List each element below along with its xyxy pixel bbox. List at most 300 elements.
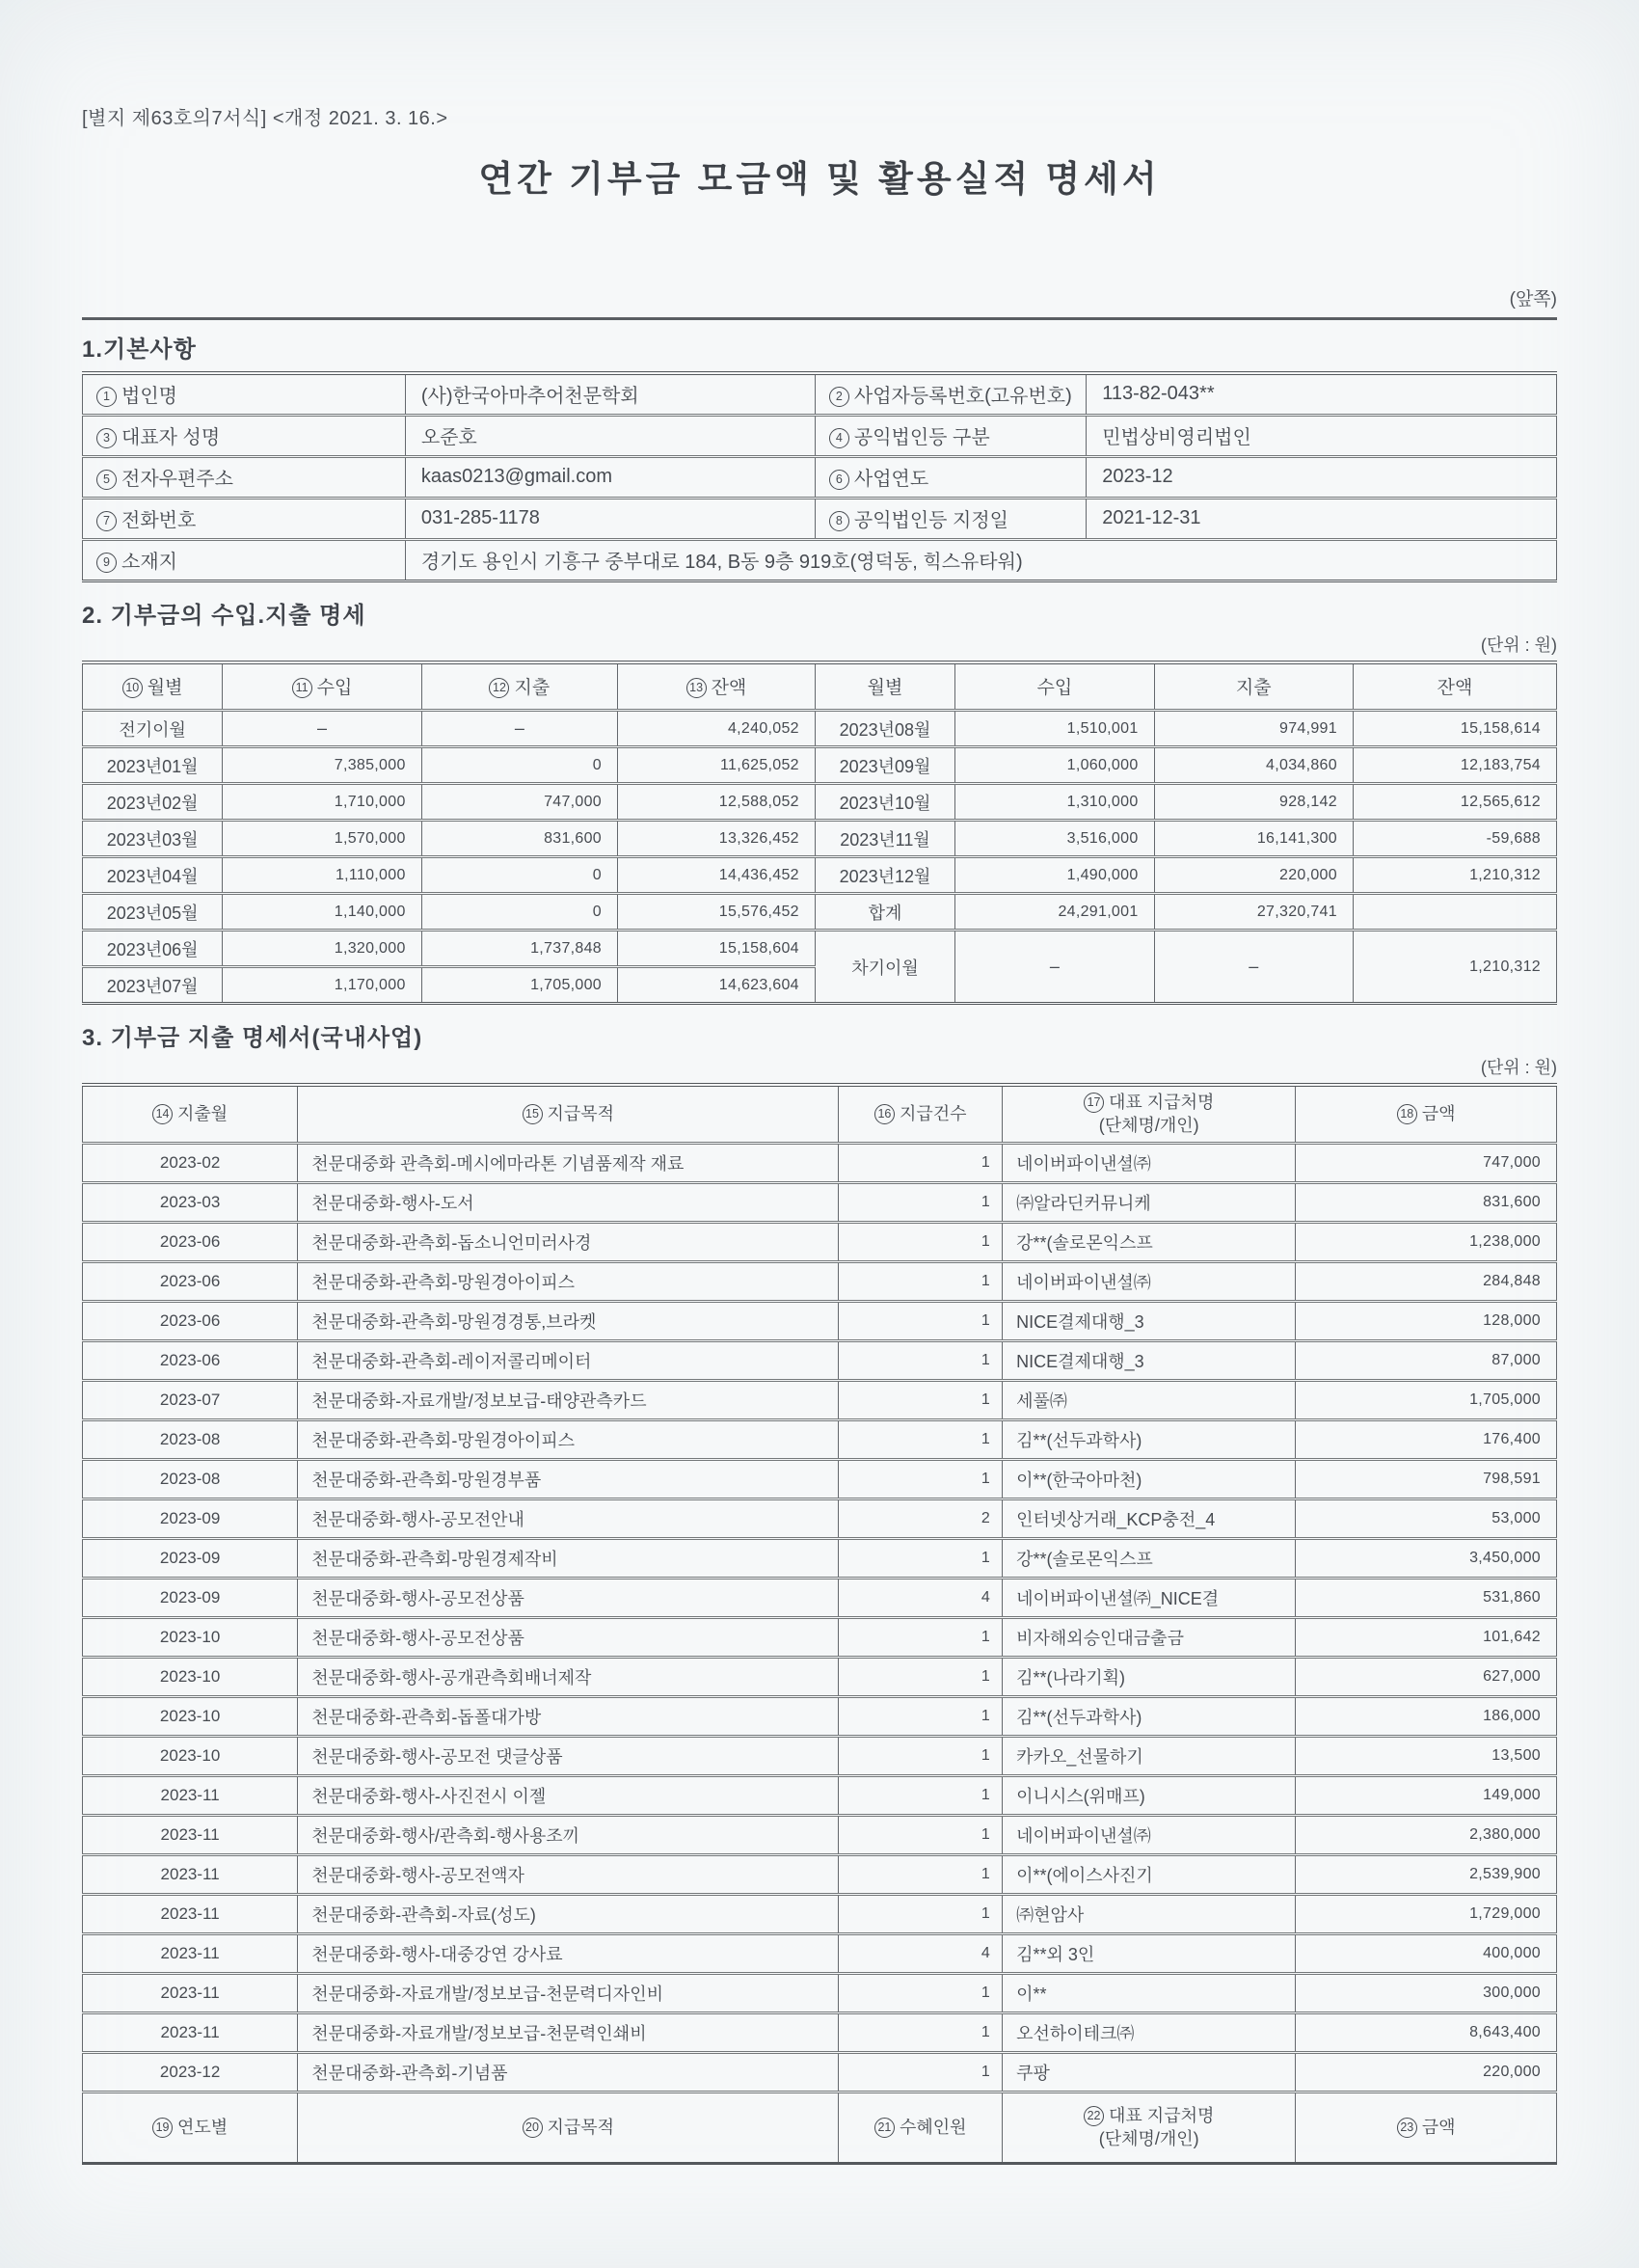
expense-row [83,1578,1557,1617]
page-title: 연간 기부금 모금액 및 활용실적 명세서 [478,159,1161,199]
amount-cell: 400,000 [1296,1933,1557,1973]
amount-cell: 53,000 [1296,1498,1557,1538]
field-value: kaas0213@gmail.com [405,456,815,498]
table-row [83,415,1557,456]
count-cell: 4 [839,1578,1003,1617]
header-label: 지급목적 [547,1104,615,1124]
expense-cell: 974,991 [1154,711,1353,747]
circled-number: 11 [292,678,312,698]
field-value: 113-82-043** [1087,373,1557,415]
count-cell: 1 [839,1775,1003,1815]
column-header [83,662,223,711]
purpose-cell: 천문대중화-행사-공모전상품 [298,1578,839,1617]
payee-cell: 강**(솔로몬익스프 [1003,1222,1296,1261]
expense-month-cell: 2023-09 [83,1498,298,1538]
amount-cell: 3,450,000 [1296,1538,1557,1578]
payee-cell: ㈜현암사 [1003,1894,1296,1933]
income-cell: 1,060,000 [955,747,1154,784]
field-value: 031-285-1178 [405,498,815,539]
header-label: 지급건수 [899,1104,967,1124]
circled-number: 6 [829,470,849,490]
amount-cell: 101,642 [1296,1617,1557,1657]
column-header [298,1085,839,1143]
balance-cell: 15,158,604 [618,931,816,967]
count-cell: 1 [839,1301,1003,1340]
header-label: 잔액 [711,678,747,699]
expense-row [83,1261,1557,1301]
payee-cell: 네이버파이낸셜㈜ [1003,1143,1296,1182]
total-income-cell: 24,291,001 [955,894,1154,931]
monthly-row [83,857,1557,894]
expense-month-cell: 2023-11 [83,1973,298,2012]
expense-month-cell: 2023-02 [83,1143,298,1182]
purpose-cell: 천문대중화-행사-공모전안내 [298,1498,839,1538]
monthly-row [83,821,1557,857]
table-row [83,539,1557,580]
amount-cell: 831,600 [1296,1182,1557,1222]
expense-row [83,1143,1557,1182]
field-label-text: 법인명 [121,386,177,408]
payee-cell: 김**외 3인 [1003,1933,1296,1973]
expense-cell: 0 [421,857,617,894]
carryover-label-cell: 차기이월 [815,931,954,1004]
expense-row [83,1617,1557,1657]
expense-month-cell: 2023-07 [83,1380,298,1419]
column-header [223,662,421,711]
header-sublabel: (단체명/개인) [1098,1116,1199,1136]
balance-cell: 4,240,052 [618,711,816,747]
expense-month-cell: 2023-10 [83,1696,298,1736]
balance-cell: 15,158,614 [1353,711,1556,747]
monthly-header-row [83,662,1557,711]
field-value: (사)한국아마추어천문학회 [405,373,815,415]
month-cell: 전기이월 [83,711,223,747]
purpose-cell: 천문대중화-행사-공모전액자 [298,1854,839,1894]
section1-heading: 1.기본사항 [82,337,197,363]
expense-row [83,1854,1557,1894]
purpose-cell: 천문대중화-행사-공모전 댓글상품 [298,1736,839,1775]
payee-cell: ㈜알라딘커뮤니케 [1003,1182,1296,1222]
amount-cell: 627,000 [1296,1657,1557,1696]
month-cell: 2023년02월 [83,784,223,821]
expense-row [83,1340,1557,1380]
expense-month-cell: 2023-10 [83,1657,298,1696]
unit-label: (단위 : 원) [1480,1058,1557,1077]
purpose-cell: 천문대중화-관측회-돕폴대가방 [298,1696,839,1736]
purpose-cell: 천문대중화-관측회-돕소니언미러사경 [298,1222,839,1261]
count-cell: 1 [839,1182,1003,1222]
expense-cell: 16,141,300 [1154,821,1353,857]
circled-number: 4 [829,428,849,448]
purpose-cell: 천문대중화-행사-공모전상품 [298,1617,839,1657]
payee-cell: NICE결제대행_3 [1003,1340,1296,1380]
header-label [1003,2104,1295,2127]
balance-cell: 14,623,604 [618,967,816,1004]
month-cell: 2023년11월 [815,821,954,857]
count-cell: 1 [839,1261,1003,1301]
expense-month-cell: 2023-09 [83,1538,298,1578]
month-cell: 2023년05월 [83,894,223,931]
purpose-cell: 천문대중화 관측회-메시에마라톤 기념품제작 재료 [298,1143,839,1182]
field-value: 경기도 용인시 기흥구 중부대로 184, B동 9층 919호(영덕동, 힉스유타워) [405,539,1556,580]
section2-heading: 2. 기부금의 수입.지출 명세 [82,602,366,629]
month-cell: 2023년06월 [83,931,223,967]
amount-cell: 2,539,900 [1296,1854,1557,1894]
field-label [83,456,406,498]
section3-heading: 3. 기부금 지출 명세서(국내사업) [82,1025,423,1051]
amount-cell: 13,500 [1296,1736,1557,1775]
column-header [83,1085,298,1143]
purpose-cell: 천문대중화-관측회-자료(성도) [298,1894,839,1933]
amount-cell: 220,000 [1296,2052,1557,2092]
month-cell: 2023년03월 [83,821,223,857]
expense-month-cell: 2023-12 [83,2052,298,2092]
amount-cell: 1,705,000 [1296,1380,1557,1419]
balance-cell: 12,183,754 [1353,747,1556,784]
expense-cell: 220,000 [1154,857,1353,894]
unit-label: (단위 : 원) [1480,634,1557,655]
expense-row [83,1736,1557,1775]
form-reference: [별지 제63호의7서식] <개정 2021. 3. 16.> [82,108,448,129]
field-label [815,456,1086,498]
column-header [421,662,617,711]
field-label-text: 전자우편주소 [121,469,233,490]
income-cell: 1,510,001 [955,711,1154,747]
income-cell: 1,490,000 [955,857,1154,894]
expense-row [83,1498,1557,1538]
balance-cell: 11,625,052 [618,747,816,784]
header-label: 지출 [514,678,551,699]
payee-cell: 오선하이테크㈜ [1003,2012,1296,2052]
front-side-label: (앞쪽) [1509,289,1557,310]
circled-number: 19 [152,2118,173,2138]
field-label-text: 공익법인등 구분 [853,427,990,448]
expense-cell: – [421,711,617,747]
total-expense-cell: 27,320,741 [1154,894,1353,931]
expense-month-cell: 2023-11 [83,2012,298,2052]
field-label-text: 대표자 성명 [121,427,221,448]
income-cell: 3,516,000 [955,821,1154,857]
divider [82,317,1557,320]
yearly-header-row [83,2092,1557,2163]
field-value: 2023-12 [1087,456,1557,498]
expense-rows-body [83,1143,1557,2092]
table-row [83,456,1557,498]
circled-number: 2 [829,387,849,407]
count-cell: 2 [839,1498,1003,1538]
count-cell: 1 [839,2012,1003,2052]
header-label: 지급목적 [547,2117,615,2137]
column-header: 잔액 [1353,662,1556,711]
monthly-income-expense-table [82,661,1557,1006]
total-balance-cell [1353,894,1556,931]
payee-cell: 이니시스(위매프) [1003,1775,1296,1815]
expense-detail-table [82,1083,1557,2165]
monthly-row [83,747,1557,784]
purpose-cell: 천문대중화-행사-도서 [298,1182,839,1222]
header-label [1003,1091,1295,1114]
circled-number: 16 [874,1104,895,1124]
field-label-text: 사업연도 [853,469,929,490]
count-cell: 4 [839,1933,1003,1973]
field-value: 민법상비영리법인 [1087,415,1557,456]
monthly-row [83,894,1557,931]
payee-cell: 김**(선두과학사) [1003,1696,1296,1736]
field-value: 오준호 [405,415,815,456]
column-header [839,2092,1003,2163]
expense-header-row [83,1085,1557,1143]
income-cell: 1,170,000 [223,967,421,1004]
income-cell: 1,570,000 [223,821,421,857]
header-label: 수입 [316,678,353,699]
circled-number: 18 [1397,1104,1417,1124]
purpose-cell: 천문대중화-자료개발/정보보급-천문력디자인비 [298,1973,839,2012]
field-label [815,415,1086,456]
basic-info-body [83,373,1557,539]
expense-cell: 928,142 [1154,784,1353,821]
income-cell: – [223,711,421,747]
count-cell: 1 [839,1143,1003,1182]
expense-row [83,1973,1557,2012]
count-cell: 1 [839,1696,1003,1736]
column-header: 지출 [1154,662,1353,711]
amount-cell: 1,238,000 [1296,1222,1557,1261]
count-cell: 1 [839,1459,1003,1498]
basic-info-table [82,371,1557,582]
payee-cell: 네이버파이낸셜㈜ [1003,1261,1296,1301]
income-cell: 1,110,000 [223,857,421,894]
field-label [83,415,406,456]
amount-cell: 300,000 [1296,1973,1557,2012]
amount-cell: 747,000 [1296,1143,1557,1182]
amount-cell: 8,643,400 [1296,2012,1557,2052]
payee-cell: 강**(솔로몬익스프 [1003,1538,1296,1578]
expense-month-cell: 2023-11 [83,1933,298,1973]
purpose-cell: 천문대중화-관측회-망원경아이피스 [298,1419,839,1459]
payee-cell: 네이버파이낸셜㈜ [1003,1815,1296,1854]
count-cell: 1 [839,1854,1003,1894]
payee-cell: 이**(한국아마천) [1003,1459,1296,1498]
expense-month-cell: 2023-11 [83,1775,298,1815]
expense-cell: 1,705,000 [421,967,617,1004]
expense-row [83,1538,1557,1578]
month-cell: 2023년01월 [83,747,223,784]
expense-month-cell: 2023-06 [83,1301,298,1340]
circled-number: 8 [829,511,849,531]
header-label: 지출월 [177,1104,228,1124]
amount-cell: 176,400 [1296,1419,1557,1459]
table-row [83,498,1557,539]
field-label [83,539,406,580]
expense-row [83,1301,1557,1340]
balance-cell: -59,688 [1353,821,1556,857]
field-label [815,373,1086,415]
month-cell: 2023년09월 [815,747,954,784]
header-label: 금액 [1421,2117,1456,2137]
count-cell: 1 [839,1538,1003,1578]
month-cell: 2023년07월 [83,967,223,1004]
purpose-cell: 천문대중화-관측회-망원경아이피스 [298,1261,839,1301]
payee-cell: 김**(선두과학사) [1003,1419,1296,1459]
expense-row [83,1657,1557,1696]
count-cell: 1 [839,1894,1003,1933]
carryover-income-cell: – [955,931,1154,1004]
expense-row [83,1459,1557,1498]
month-cell: 2023년08월 [815,711,954,747]
payee-cell: 이** [1003,1973,1296,2012]
circled-number: 15 [523,1104,543,1124]
circled-number: 5 [96,470,117,490]
expense-row [83,1222,1557,1261]
expense-row [83,1696,1557,1736]
expense-month-cell: 2023-06 [83,1340,298,1380]
balance-cell: 12,565,612 [1353,784,1556,821]
expense-month-cell: 2023-11 [83,1854,298,1894]
purpose-cell: 천문대중화-관측회-기념품 [298,2052,839,2092]
circled-number: 9 [96,553,117,573]
count-cell: 1 [839,1340,1003,1380]
purpose-cell: 천문대중화-자료개발/정보보급-천문력인쇄비 [298,2012,839,2052]
expense-cell: 0 [421,894,617,931]
column-header [1003,2092,1296,2163]
amount-cell: 128,000 [1296,1301,1557,1340]
income-cell: 1,320,000 [223,931,421,967]
payee-cell: 비자해외승인대금출금 [1003,1617,1296,1657]
payee-cell: NICE결제대행_3 [1003,1301,1296,1340]
purpose-cell: 천문대중화-행사/관측회-행사용조끼 [298,1815,839,1854]
income-cell: 1,310,000 [955,784,1154,821]
field-label [83,373,406,415]
column-header [839,1085,1003,1143]
month-cell: 2023년12월 [815,857,954,894]
purpose-cell: 천문대중화-관측회-망원경제작비 [298,1538,839,1578]
amount-cell: 798,591 [1296,1459,1557,1498]
column-header [1296,2092,1557,2163]
circled-number: 7 [96,511,117,531]
count-cell: 1 [839,1657,1003,1696]
circled-number: 21 [874,2118,895,2138]
header-label: 수혜인원 [899,2117,967,2137]
balance-cell: 12,588,052 [618,784,816,821]
purpose-cell: 천문대중화-관측회-망원경경통,브라켓 [298,1301,839,1340]
payee-cell: 이**(에이스사진기 [1003,1854,1296,1894]
header-sublabel: (단체명/개인) [1098,2129,1199,2148]
month-cell: 2023년04월 [83,857,223,894]
monthly-row [83,711,1557,747]
balance-cell: 14,436,452 [618,857,816,894]
header-label: 월별 [147,678,183,699]
payee-cell: 김**(나라기획) [1003,1657,1296,1696]
amount-cell: 284,848 [1296,1261,1557,1301]
purpose-cell: 천문대중화-관측회-레이저콜리메이터 [298,1340,839,1380]
circled-number: 1 [96,387,117,407]
expense-row [83,1182,1557,1222]
amount-cell: 531,860 [1296,1578,1557,1617]
field-label-text: 공익법인등 지정일 [853,510,1009,531]
total-label-cell: 합계 [815,894,954,931]
expense-month-cell: 2023-06 [83,1261,298,1301]
income-cell: 1,140,000 [223,894,421,931]
circled-number: 22 [1084,2106,1104,2126]
payee-cell: 인터넷상거래_KCP충전_4 [1003,1498,1296,1538]
header-label: 금액 [1421,1104,1456,1124]
circled-number: 23 [1397,2118,1417,2138]
expense-row [83,1380,1557,1419]
field-value: 2021-12-31 [1087,498,1557,539]
column-header: 수입 [955,662,1154,711]
table-row [83,373,1557,415]
income-cell: 7,385,000 [223,747,421,784]
count-cell: 1 [839,1419,1003,1459]
amount-cell: 149,000 [1296,1775,1557,1815]
field-label-text: 전화번호 [121,510,197,531]
count-cell: 1 [839,1380,1003,1419]
circled-number: 20 [523,2118,543,2138]
monthly-row [83,931,1557,967]
column-header [83,2092,298,2163]
column-header [1003,1085,1296,1143]
header-label-text: 대표 지급처명 [1109,2105,1215,2125]
payee-cell: 카카오_선물하기 [1003,1736,1296,1775]
expense-month-cell: 2023-08 [83,1419,298,1459]
purpose-cell: 천문대중화-행사-공개관측회배너제작 [298,1657,839,1696]
column-header [618,662,816,711]
count-cell: 1 [839,1815,1003,1854]
expense-row [83,1894,1557,1933]
amount-cell: 2,380,000 [1296,1815,1557,1854]
expense-cell: 831,600 [421,821,617,857]
expense-month-cell: 2023-11 [83,1894,298,1933]
count-cell: 1 [839,1736,1003,1775]
expense-row [83,2012,1557,2052]
expense-row [83,1815,1557,1854]
field-label-text: 사업자등록번호(고유번호) [853,386,1072,408]
expense-cell: 1,737,848 [421,931,617,967]
income-cell: 1,710,000 [223,784,421,821]
circled-number: 10 [122,678,143,698]
amount-cell: 1,729,000 [1296,1894,1557,1933]
balance-cell: 1,210,312 [1353,857,1556,894]
circled-number: 12 [489,678,509,698]
expense-cell: 4,034,860 [1154,747,1353,784]
expense-row [83,1775,1557,1815]
purpose-cell: 천문대중화-행사-사진전시 이젤 [298,1775,839,1815]
circled-number: 13 [686,678,707,698]
column-header [298,2092,839,2163]
count-cell: 1 [839,1973,1003,2012]
balance-cell: 13,326,452 [618,821,816,857]
circled-number: 14 [152,1104,173,1124]
month-cell: 2023년10월 [815,784,954,821]
expense-month-cell: 2023-03 [83,1182,298,1222]
expense-month-cell: 2023-06 [83,1222,298,1261]
payee-cell: 네이버파이낸셜㈜_NICE결 [1003,1578,1296,1617]
address-body [83,539,1557,580]
count-cell: 1 [839,2052,1003,2092]
header-label: 연도별 [177,2117,228,2137]
amount-cell: 87,000 [1296,1340,1557,1380]
expense-row [83,1419,1557,1459]
expense-row [83,2052,1557,2092]
expense-cell: 747,000 [421,784,617,821]
column-header: 월별 [815,662,954,711]
column-header [1296,1085,1557,1143]
purpose-cell: 천문대중화-자료개발/정보보급-태양관측카드 [298,1380,839,1419]
balance-cell: 15,576,452 [618,894,816,931]
carryover-balance-cell: 1,210,312 [1353,931,1556,1004]
count-cell: 1 [839,1617,1003,1657]
circled-number: 3 [96,428,117,448]
